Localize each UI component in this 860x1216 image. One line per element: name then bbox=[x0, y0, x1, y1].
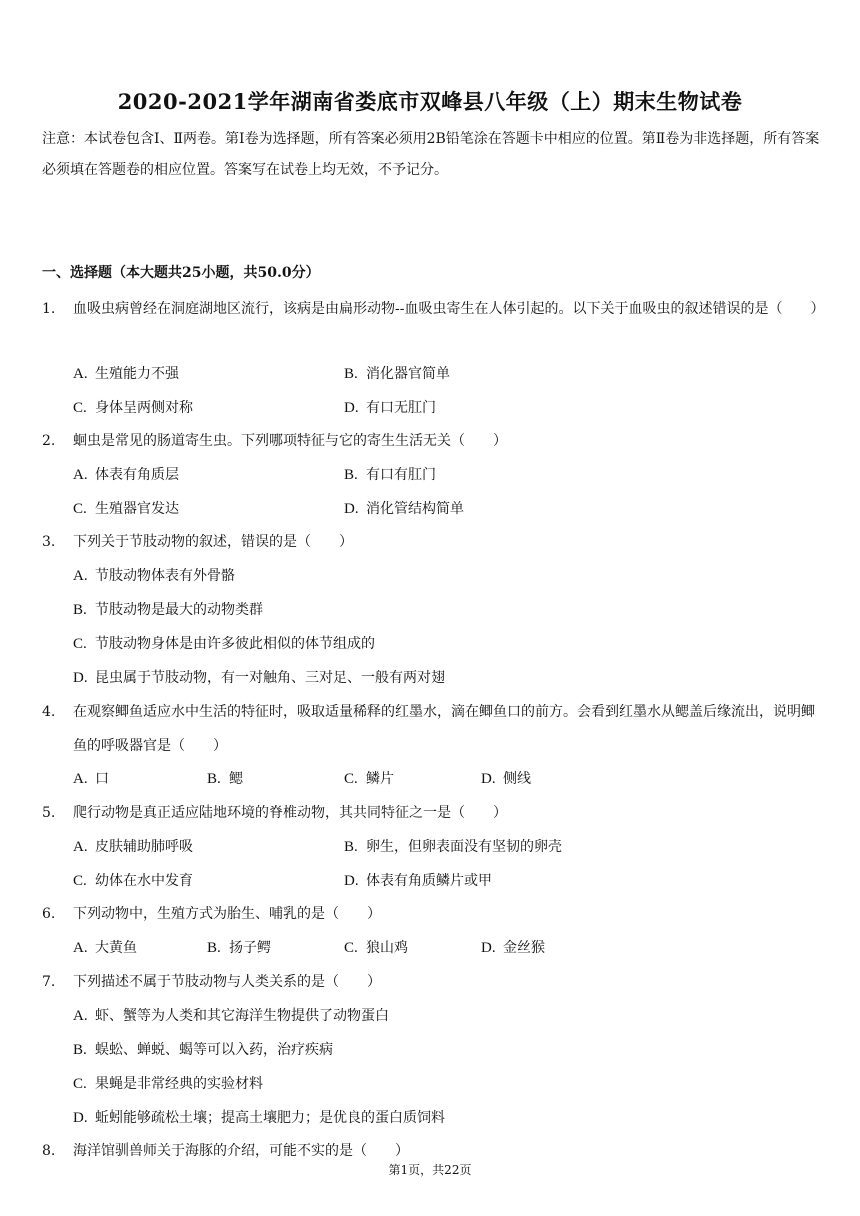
question-6 bbox=[42, 897, 822, 931]
question-3 bbox=[42, 525, 822, 559]
option-b: B. 扬子鳄 bbox=[207, 940, 271, 956]
option-b: B. 卵生，但卵表面没有坚韧的卵壳 bbox=[344, 839, 562, 855]
option-d: D. 金丝猴 bbox=[481, 940, 545, 956]
question-1 bbox=[42, 292, 825, 326]
option-d: D. 侧线 bbox=[481, 771, 531, 787]
question-stem: 下列描述不属于节肢动物与人类关系的是（ ） bbox=[73, 974, 381, 990]
option-d: D. 消化管结构简单 bbox=[344, 501, 464, 517]
question-stem: 下列关于节肢动物的叙述，错误的是（ ） bbox=[73, 534, 353, 550]
question-stem: 海洋馆驯兽师关于海豚的介绍，可能不实的是（ ） bbox=[73, 1143, 409, 1159]
option-c: C. 果蝇是非常经典的实验材料 bbox=[73, 1076, 263, 1092]
option-a: A. 生殖能力不强 bbox=[73, 366, 179, 382]
option-d: D. 体表有角质鳞片或甲 bbox=[344, 873, 492, 889]
option-b: B. 消化器官简单 bbox=[344, 366, 450, 382]
section-heading: 一、选择题（本大题共25小题，共50.0分） bbox=[42, 265, 320, 281]
option-c: C. 鳞片 bbox=[344, 771, 394, 787]
question-number: 2. bbox=[42, 433, 56, 449]
option-a: A. 虾、蟹等为人类和其它海洋生物提供了动物蛋白 bbox=[73, 1008, 389, 1024]
option-c: C. 身体呈两侧对称 bbox=[73, 400, 193, 416]
question-4 bbox=[42, 695, 822, 763]
question-stem: 爬行动物是真正适应陆地环境的脊椎动物，其共同特征之一是（ ） bbox=[73, 805, 507, 821]
page-footer: 第1页，共22页 bbox=[388, 1163, 472, 1177]
question-number: 4. bbox=[42, 704, 56, 720]
question-2 bbox=[42, 424, 822, 458]
option-b: B. 蜈蚣、蝉蜕、蝎等可以入药，治疗疾病 bbox=[73, 1042, 333, 1058]
option-c: C. 节肢动物身体是由许多彼此相似的体节组成的 bbox=[73, 636, 375, 652]
question-number: 8. bbox=[42, 1143, 56, 1159]
option-c: C. 幼体在水中发育 bbox=[73, 873, 193, 889]
question-stem: 下列动物中，生殖方式为胎生、哺乳的是（ ） bbox=[73, 906, 381, 922]
option-c: C. 生殖器官发达 bbox=[73, 501, 179, 517]
option-a: A. 大黄鱼 bbox=[73, 940, 137, 956]
question-5 bbox=[42, 796, 822, 830]
question-number: 6. bbox=[42, 906, 56, 922]
option-a: A. 节肢动物体表有外骨骼 bbox=[73, 568, 235, 584]
option-d: D. 有口无肛门 bbox=[344, 400, 436, 416]
option-d: D. 蚯蚓能够疏松土壤；提高土壤肥力；是优良的蛋白质饲料 bbox=[73, 1110, 445, 1126]
option-c: C. 狼山鸡 bbox=[344, 940, 408, 956]
option-a: A. 体表有角质层 bbox=[73, 467, 179, 483]
option-d: D. 昆虫属于节肢动物，有一对触角、三对足、一般有两对翅 bbox=[73, 670, 445, 686]
question-number: 1. bbox=[42, 301, 56, 317]
question-stem: 在观察鲫鱼适应水中生活的特征时，吸取适量稀释的红墨水，滴在鲫鱼口的前方。会看到红墨水从鳃盖后缘流出，说明鲫鱼的呼吸器官是（ ） bbox=[73, 704, 815, 754]
option-a: A. 皮肤辅助肺呼吸 bbox=[73, 839, 193, 855]
option-b: B. 有口有肛门 bbox=[344, 467, 436, 483]
question-number: 7. bbox=[42, 974, 56, 990]
question-stem: 蛔虫是常见的肠道寄生虫。下列哪项特征与它的寄生生活无关（ ） bbox=[73, 433, 507, 449]
question-stem: 血吸虫病曾经在洞庭湖地区流行，该病是由扁形动物--血吸虫寄生在人体引起的。以下关于血吸虫的叙述错误的是（ ） bbox=[73, 301, 825, 317]
exam-title: 2020-2021学年湖南省娄底市双峰县八年级（上）期末生物试卷 bbox=[117, 89, 743, 114]
option-a: A. 口 bbox=[73, 771, 109, 787]
question-7 bbox=[42, 965, 822, 999]
question-number: 3. bbox=[42, 534, 56, 550]
option-b: B. 节肢动物是最大的动物类群 bbox=[73, 602, 263, 618]
question-number: 5. bbox=[42, 805, 56, 821]
option-b: B. 鳃 bbox=[207, 771, 243, 787]
exam-notice: 注意：本试卷包含Ⅰ、Ⅱ两卷。第Ⅰ卷为选择题，所有答案必须用2B铅笔涂在答题卡中相应的位置。第Ⅱ卷为非选择题，所有答案必须填在答题卷的相应位置。答案写在试卷上均无效，不予记分。 bbox=[42, 131, 820, 178]
